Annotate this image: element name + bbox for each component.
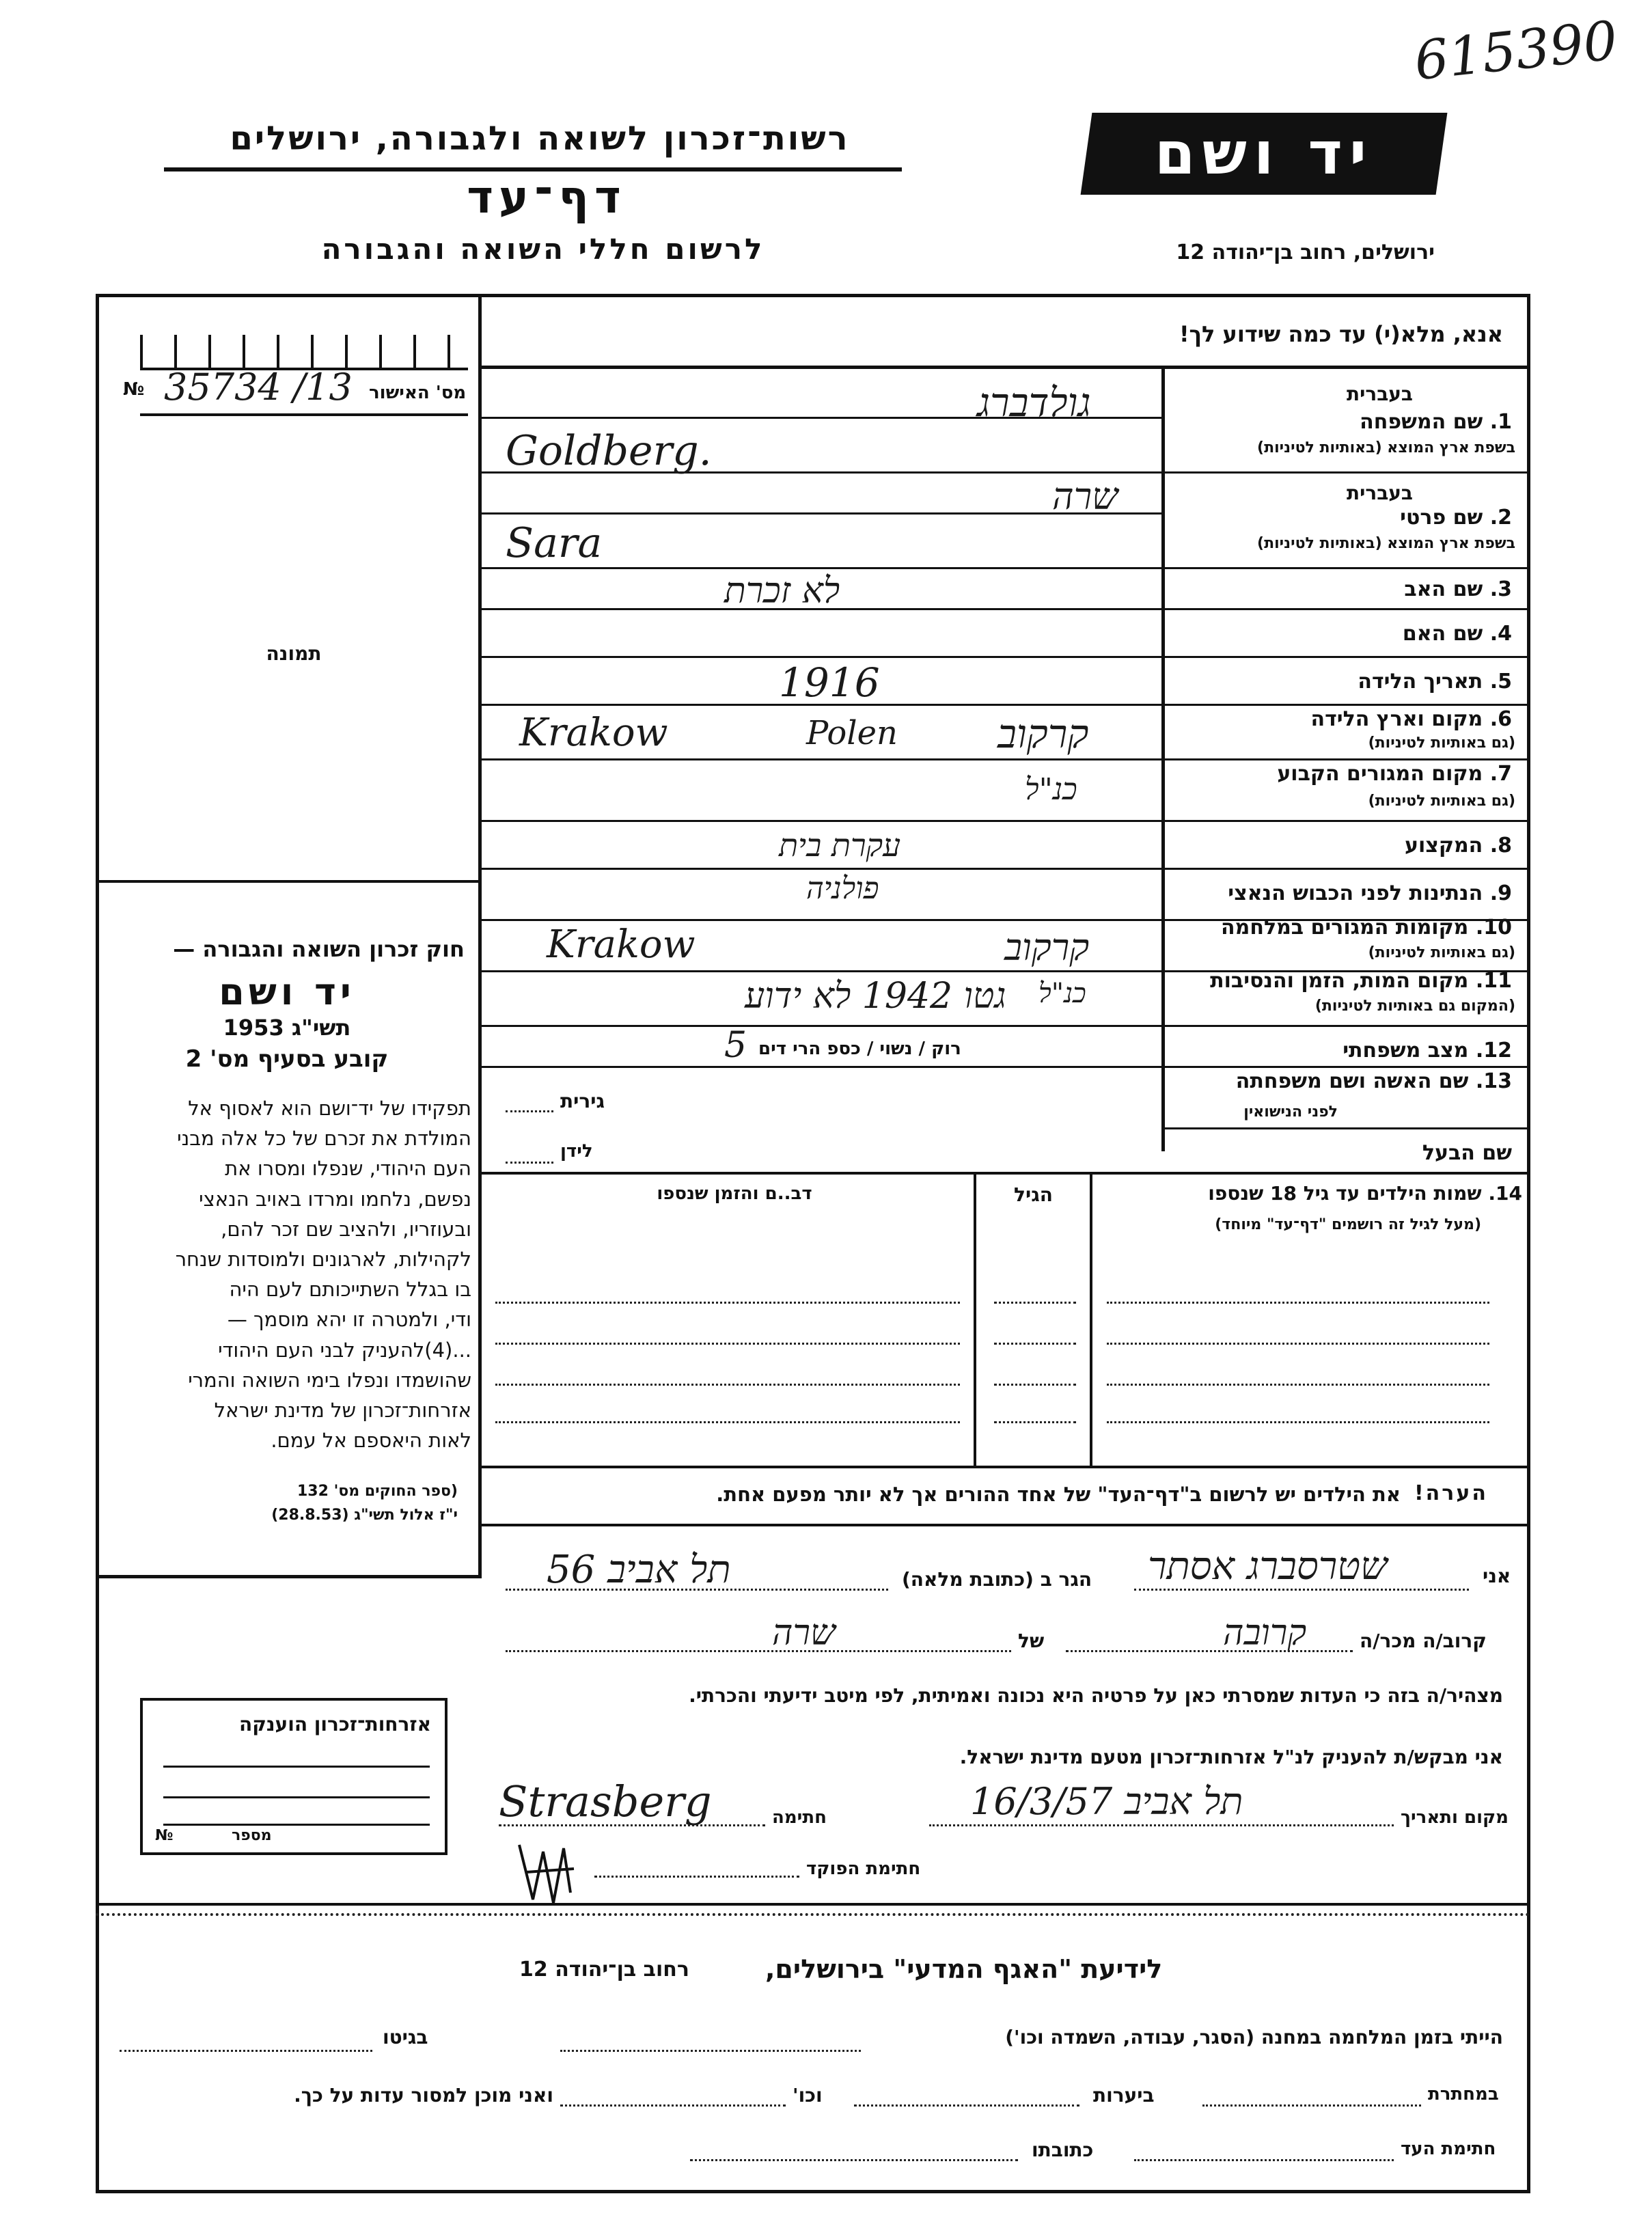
- note-text: את הילדים יש לרשום ב"דף־העד" של אחד ההורים אך לא יותר מפעם אחת.: [716, 1483, 1401, 1506]
- firstname-latin: Sara: [506, 519, 603, 567]
- surname-hebrew: גולדברג: [977, 379, 1091, 426]
- firstname-hebrew: שרה: [1052, 475, 1118, 518]
- field-14-label: 14. שמות הילדים עד גיל 18 שנספו: [1208, 1182, 1522, 1205]
- footer-line1-a: הייתי בזמן המלחמה במחנה (הסגר, עבודה, השמדה וכו'): [1005, 2026, 1503, 2048]
- field-1-label: 1. שם המשפחה: [1360, 410, 1512, 434]
- profession-value: עקרת בית: [779, 827, 901, 864]
- relation-label: קרוב/ה מכר/ה: [1360, 1630, 1487, 1652]
- reg-number: 35734 /13: [164, 366, 353, 409]
- field-7-label: 7. מקום המגורים הקבוע: [1277, 762, 1512, 786]
- war-place-latin: Krakow: [547, 922, 696, 967]
- witness-address: תל אביב 56: [547, 1548, 731, 1592]
- field-12-label: 12. מצב משפחתי: [1343, 1039, 1512, 1062]
- girit-label: גירית: [560, 1090, 605, 1112]
- instruction: אנא, מלא(י) עד כמה שידוע לך!: [1179, 321, 1503, 347]
- husband-label: שם הבעל: [1422, 1141, 1512, 1165]
- law-clause: קובע בסעיף מס' 2: [185, 1045, 389, 1073]
- birthplace-hebrew: קרקוב: [997, 711, 1089, 757]
- citizenship-number-label: מספר: [232, 1827, 272, 1844]
- field-2-sub: בשפת ארץ המוצא (באותיות לטיניות): [1257, 535, 1515, 552]
- footer-address: רחוב בן־יהודה 12: [519, 1958, 689, 1981]
- marital-options: רוק / נשוי / כספ הרי דים: [758, 1039, 961, 1059]
- citizenship-title: אזרחות־זכרון הוענקה: [239, 1713, 431, 1736]
- law-source-1: (ספר החוקים מס' 132: [297, 1483, 458, 1500]
- reg-label: מס' האישור: [369, 383, 467, 403]
- field-13-sub: לפני הנישואין: [1243, 1103, 1338, 1121]
- field-2-label: 2. שם פרטי: [1400, 506, 1512, 530]
- citizenship-box: [140, 1698, 448, 1855]
- birth-year: 1916: [779, 659, 880, 706]
- citizenship-value: פולניה: [806, 871, 879, 906]
- relation-value: קרובה: [1223, 1613, 1307, 1654]
- footer-line2-b: ביערות: [1093, 2084, 1155, 2107]
- hebrew-tag-2: בעברית: [1346, 482, 1413, 504]
- death-same-mark: כנ"ל: [1038, 978, 1086, 1009]
- decl-ani: אני: [1483, 1565, 1511, 1587]
- footer-line3-b: כתובתו: [1032, 2139, 1094, 2161]
- declaration-text: מצהיר/ה בזה כי העדות שמסרתי כאן על פרטיה היא נכונה ואמיתית, לפי מיטב ידיעתי והכרתי.: [689, 1684, 1503, 1707]
- reg-no-prefix: №: [123, 379, 145, 400]
- form-subtitle: לרשום חללי השואה והגבורה: [321, 232, 765, 266]
- hebrew-tag-1: בעברית: [1346, 383, 1413, 405]
- footer-line1-b: בגיטו: [383, 2026, 428, 2048]
- logo-text: יד ושם: [1154, 120, 1374, 188]
- field-11-label: 11. מקום המות, הזמן והנסיבות: [1210, 969, 1512, 993]
- law-name: יד ושם: [219, 970, 355, 1013]
- officer-label: חתימת הפוקד: [806, 1858, 921, 1879]
- birthplace-latin: Krakow: [519, 711, 668, 755]
- field-11-sub: (המקום גם באותיות לטיניות): [1314, 998, 1515, 1015]
- request-text: אני מבקש/ת להעניק לנ"ל אזרחות־זכרון מטעם מדינת ישראל.: [959, 1746, 1503, 1768]
- resides-label: הגר ב (כתובת מלאה): [902, 1568, 1092, 1591]
- footer-line2-a: במחתרת: [1428, 2084, 1499, 2104]
- surname-latin: Goldberg.: [506, 427, 712, 475]
- yad-vashem-logo: [1081, 113, 1448, 195]
- age-column-header: הגיל: [1014, 1183, 1053, 1206]
- header-address: ירושלים, רחוב בן־יהודה 12: [1176, 241, 1435, 264]
- form-title: דף־עד: [467, 171, 627, 223]
- field-13-label: 13. שם האשה ושם משפחתה: [1235, 1069, 1512, 1093]
- birthplace-country: Polen: [806, 714, 898, 752]
- law-year: תשי"ג 1953: [223, 1015, 351, 1041]
- of-value: שרה: [772, 1613, 836, 1654]
- document-number: 615390: [1412, 10, 1621, 93]
- field-6-sub: (גם באותיות לטיניות): [1368, 735, 1515, 752]
- field-6-label: 6. מקום וארץ הלידה: [1310, 707, 1512, 731]
- footer-line2-d: ואני מוכן למסור עדות על כך.: [294, 2084, 553, 2107]
- nee-label: לידן: [560, 1141, 593, 1162]
- death-column-header: דב..ם והזמן שנספו: [657, 1183, 812, 1204]
- photo-label: תמונה: [266, 642, 322, 665]
- citizenship-no: №: [155, 1827, 174, 1844]
- place-date-label: מקום ותאריך: [1401, 1807, 1509, 1828]
- footer-line3-a: חתימת העד: [1401, 2139, 1496, 2159]
- witness-name: שטרסברג אסתר: [1148, 1544, 1388, 1589]
- field-5-label: 5. תאריך הלידה: [1358, 670, 1512, 694]
- father-name: לא זכרת: [724, 571, 840, 612]
- footer-title: לידיעת "האגף המדעי" בירושלים,: [765, 1954, 1163, 1984]
- law-title: חוק זכרון השואה והגבורה —: [173, 936, 465, 962]
- footer-line2-c: וכו': [793, 2084, 823, 2107]
- field-1-sub: בשפת ארץ המוצא (באותיות לטיניות): [1257, 439, 1515, 456]
- field-4-label: 4. שם האם: [1402, 622, 1512, 646]
- field-9-label: 9. הנתינות לפני הכבוש הנאצי: [1228, 881, 1512, 905]
- law-body: תפקידו של יד־ושם הוא לאסוף אל המולדת את זכרם של כל אלה מבני העם היהודי, שנפלו ומסרו את נפשם, נלחמו ומרדו באויב הנאצי ובעוזריו, ולהציב שם זכר להם, לקהילות, לארגונים ולמוסדות שנחר בו בגלל השתייכותם לעם היה ודי, ולמטרה זו יהא מוסמך — ...(4)להעניק לבני העם היהודי שהושמדו ונפלו בימי השואה והמרי אזרחות־זכרון של מדינת ישראל לאות היאספם אל עמם.: [175, 1097, 471, 1453]
- officer-signature: [512, 1831, 594, 1913]
- org-name: רשות־זכרון לשואה ולגבורה, ירושלים: [230, 120, 850, 158]
- signature-label: חתימה: [772, 1807, 827, 1828]
- witness-signature: Strasberg: [499, 1777, 712, 1826]
- marital-mark: 5: [724, 1025, 747, 1066]
- field-7-sub: (גם באותיות לטיניות): [1368, 793, 1515, 810]
- field-3-label: 3. שם האב: [1404, 577, 1512, 601]
- left-column-border: [478, 294, 482, 1578]
- field-10-label: 10. מקומות המגורים במלחמה: [1221, 916, 1512, 939]
- residence-same: כנ"ל: [1025, 772, 1077, 807]
- note-label: הערה!: [1414, 1481, 1488, 1505]
- of-label: של: [1018, 1630, 1045, 1652]
- field-10-sub: (גם באותיות לטיניות): [1368, 944, 1515, 961]
- death-place-value: גטו 1942 לא ידוע: [745, 976, 1006, 1017]
- field-8-label: 8. המקצוע: [1404, 834, 1512, 858]
- field-14-sub: (מעל לגיל זה רושמים "דף־עד" מיוחד): [1215, 1216, 1481, 1233]
- place-date-value: תל אביב 16/3/57: [970, 1780, 1243, 1823]
- war-place-hebrew: קרקוב: [1004, 926, 1090, 969]
- law-source-2: י"ז אלול תשי"ג (28.8.53): [271, 1507, 458, 1524]
